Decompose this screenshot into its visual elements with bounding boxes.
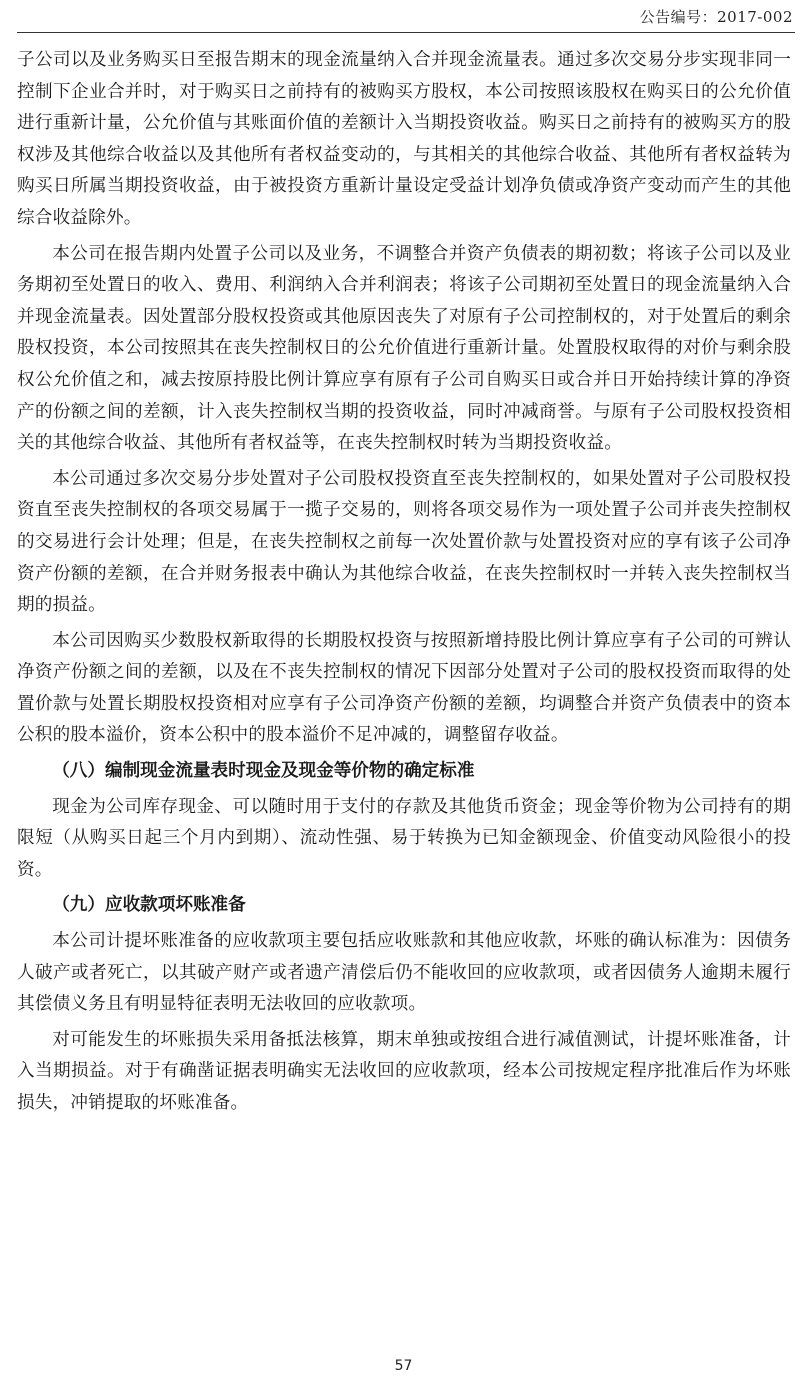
header-divider xyxy=(17,32,795,33)
document-number: 公告编号：2017-002 xyxy=(639,8,793,26)
document-body xyxy=(17,45,791,1124)
section-heading-bad-debt: （九）应收款项坏账准备 xyxy=(52,895,246,916)
section-heading-cash-equivalents: （八）编制现金流量表时现金及现金等价物的确定标准 xyxy=(52,761,475,782)
paragraph-cash-definition: 现金为公司库存现金、可以随时用于支付的存款及其他货币资金；现金等价物为公司持有的期限短（从购买日起三个月内到期）、流动性强、易于转换为已知金额现金、价值变动风险很小的投资。 xyxy=(17,796,791,880)
paragraph-bad-debt-method: 对可能发生的坏账损失采用备抵法核算，期末单独或按组合进行减值测试，计提坏账准备，计入当期损益。对于有确凿证据表明确实无法收回的应收款项，经本公司按规定程序批准后作为坏账损失，冲销提取的坏账准备。 xyxy=(17,1029,791,1113)
paragraph-bad-debt-scope: 本公司计提坏账准备的应收款项主要包括应收账款和其他应收款，坏账的确认标准为：因债务人破产或者死亡，以其破产财产或者遗产清偿后仍不能收回的应收款项，或者因债务人逾期未履行其偿债义务且有明显特征表明无法收回的应收款项。 xyxy=(17,931,791,1015)
paragraph-disposal: 本公司在报告期内处置子公司以及业务，不调整合并资产负债表的期初数；将该子公司以及业务期初至处置日的收入、费用、利润纳入合并利润表；将该子公司期初至处置日的现金流量纳入合并现金流量表。因处置部分股权投资或其他原因丧失了对原有子公司控制权的，对于处置后的剩余股权投资，本公司按照其在丧失控制权日的公允价值进行重新计量。处置股权取得的对价与剩余股权公允价值之和，减去按原持股比例计算应享有原有子公司自购买日或合并日开始持续计算的净资产的份额之间的差额，计入丧失控制权当期的投资收益，同时冲减商誉。与原有子公司股权投资相关的其他综合收益、其他所有者权益等，在丧失控制权时转为当期投资收益。 xyxy=(17,243,791,454)
paragraph-continued: 子公司以及业务购买日至报告期末的现金流量纳入合并现金流量表。通过多次交易分步实现非同一控制下企业合并时，对于购买日之前持有的被购买方股权，本公司按照该股权在购买日的公允价值进行重新计量，公允价值与其账面价值的差额计入当期投资收益。购买日之前持有的被购买方的股权涉及其他综合收益以及其他所有者权益变动的，与其相关的其他综合收益、其他所有者权益转为购买日所属当期投资收益，由于被投资方重新计量设定受益计划净负债或净资产变动而产生的其他综合收益除外。 xyxy=(17,50,791,228)
paragraph-minority-interest: 本公司因购买少数股权新取得的长期股权投资与按照新增持股比例计算应享有子公司的可辨认净资产份额之间的差额，以及在不丧失控制权的情况下因部分处置对子公司的股权投资而取得的处置价款与处置长期股权投资相对应享有子公司净资产份额的差额，均调整合并资产负债表中的资本公积的股本溢价，资本公积中的股本溢价不足冲减的，调整留存收益。 xyxy=(17,630,791,746)
paragraph-stepwise-disposal: 本公司通过多次交易分步处置对子公司股权投资直至丧失控制权的，如果处置对子公司股权投资直至丧失控制权的各项交易属于一揽子交易的，则将各项交易作为一项处置子公司并丧失控制权的交易进行会计处理；但是，在丧失控制权之前每一次处置价款与处置投资对应的享有该子公司净资产份额的差额，在合并财务报表中确认为其他综合收益，在丧失控制权时一并转入丧失控制权当期的损益。 xyxy=(17,468,791,616)
page-number: 57 xyxy=(394,1358,413,1374)
